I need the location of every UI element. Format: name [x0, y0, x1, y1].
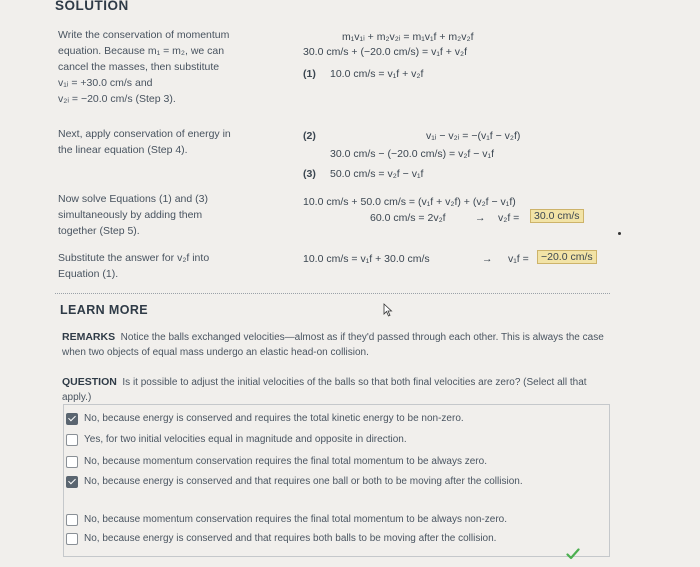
option-4[interactable]	[66, 474, 536, 489]
equation-1: 10.0 cm/s = v₁f + v₂f	[330, 68, 424, 80]
question-paragraph	[62, 375, 612, 405]
option-6[interactable]	[66, 531, 606, 546]
option-label: No, because momentum conservation requires the final total momentum to be always zero.	[84, 456, 487, 467]
equation-3: 50.0 cm/s = v₂f − v₁f	[330, 168, 424, 180]
sum-result: 60.0 cm/s = 2v₂f	[370, 212, 446, 224]
option-1[interactable]	[66, 411, 606, 426]
checkbox-checked[interactable]	[66, 413, 78, 425]
equation-2b: 30.0 cm/s − (−20.0 cm/s) = v₂f − v₁f	[330, 148, 495, 160]
section-divider	[55, 293, 610, 294]
momentum-equation: m₁v₁ᵢ + m₂v₂ᵢ = m₁v₁f + m₂v₂f	[342, 31, 474, 43]
step-1-line: equation. Because m₁ = m₂, we can	[58, 45, 225, 57]
option-5[interactable]	[66, 512, 606, 527]
option-label: No, because momentum conservation requires the final total momentum to be always non-zero.	[84, 514, 507, 525]
step-4-text	[58, 250, 263, 282]
v2f-label: v₂f =	[498, 212, 520, 224]
eq2-label: (2)	[303, 130, 316, 142]
option-label: No, because energy is conserved and requires the total kinetic energy to be non-zero.	[84, 413, 464, 424]
v2f-answer: 30.0 cm/s	[530, 209, 584, 223]
sum-equation: 10.0 cm/s + 50.0 cm/s = (v₁f + v₂f) + (v₂f − v₁f)	[303, 196, 516, 208]
checkbox[interactable]	[66, 514, 78, 526]
arrow-icon: →	[482, 253, 493, 265]
eq3-label: (3)	[303, 168, 316, 180]
arrow-icon: →	[475, 212, 486, 224]
step-2-line: the linear equation (Step 4).	[58, 144, 188, 156]
learn-more-title: LEARN MORE	[60, 303, 149, 317]
step-4-line: Equation (1).	[58, 268, 119, 280]
checkbox[interactable]	[66, 434, 78, 446]
question-label: QUESTION	[62, 376, 117, 388]
checkbox-checked[interactable]	[66, 476, 78, 488]
option-3[interactable]	[66, 454, 606, 469]
question-text: Is it possible to adjust the initial velocities of the balls so that both final velocities are zero? (Select all that apply.)	[62, 377, 587, 403]
remarks-label: REMARKS	[62, 331, 116, 343]
checkbox[interactable]	[66, 533, 78, 545]
step-1-line: Write the conservation of momentum	[58, 29, 230, 41]
step-1-line: cancel the masses, then substitute	[58, 61, 220, 73]
equation-2: v₁ᵢ − v₂ᵢ = −(v₁f − v₂f)	[426, 130, 521, 142]
stray-dot	[618, 232, 621, 235]
step-1-text	[58, 27, 263, 107]
mouse-cursor-icon	[383, 303, 393, 317]
option-label: Yes, for two initial velocities equal in magnitude and opposite in direction.	[84, 434, 407, 445]
step-3-line: Now solve Equations (1) and (3)	[58, 193, 208, 205]
remarks-text: Notice the balls exchanged velocities—almost as if they'd passed through each other. This is always the case when two objects of equal mass undergo an elastic head-on collision.	[62, 332, 604, 358]
step-3-text	[58, 191, 263, 239]
substitution-equation: 30.0 cm/s + (−20.0 cm/s) = v₁f + v₂f	[303, 46, 468, 58]
step-3-line: simultaneously by adding them	[58, 209, 203, 221]
option-label: No, because energy is conserved and that requires one ball or both to be moving after the collision.	[84, 476, 523, 487]
v1f-label: v₁f =	[508, 253, 529, 265]
checkbox[interactable]	[66, 456, 78, 468]
step-3-line: together (Step 5).	[58, 225, 140, 237]
correct-check-icon	[566, 548, 580, 560]
remarks-paragraph	[62, 330, 612, 360]
option-label: No, because energy is conserved and that requires both balls to be moving after the collision.	[84, 533, 497, 544]
solution-title: SOLUTION	[55, 0, 129, 13]
option-2[interactable]	[66, 432, 606, 447]
step-1-line: v₁ᵢ = +30.0 cm/s and	[58, 77, 153, 89]
eq1-label: (1)	[303, 68, 316, 80]
v1f-answer: −20.0 cm/s	[537, 250, 597, 264]
step-2-text	[58, 126, 263, 158]
step-1-line: v₂ᵢ = −20.0 cm/s (Step 3).	[58, 93, 176, 105]
step-2-line: Next, apply conservation of energy in	[58, 128, 231, 140]
step-4-line: Substitute the answer for v₂f into	[58, 252, 210, 264]
final-equation: 10.0 cm/s = v₁f + 30.0 cm/s	[303, 253, 430, 265]
